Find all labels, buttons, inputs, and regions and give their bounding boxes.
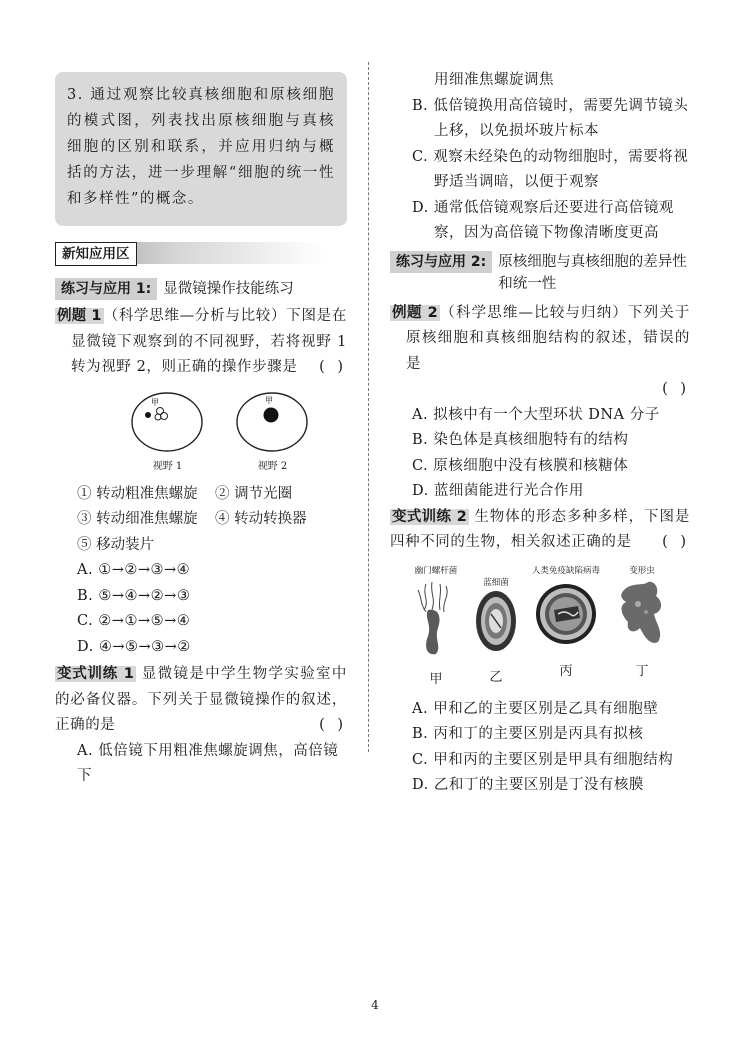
view-1 [130,391,205,472]
variant-1-option-d-line1: D. 通常低倍镜观察后还要进行高倍镜观 [412,199,674,216]
example-1-question [55,304,347,381]
practice-2-badge: 练习与应用 2: [390,251,492,273]
microscope-figure [130,391,310,472]
variant-2-option-b: B. 丙和丁的主要区别是丙具有拟核 [412,726,644,742]
practice-1-title: 显微镜操作技能练习 [163,281,294,297]
example-1-option-d: D. ④→⑤→③→② [77,638,191,655]
view-1-circle [130,391,205,453]
variant-1-option-c-line1: C. 观察未经染色的动物细胞时，需要将视 [412,148,689,165]
section-title: 新知应用区 [55,242,137,266]
cyanobacteria-image [474,588,518,654]
right-column [390,60,690,799]
step-2: ② 调节光圈 [215,485,293,502]
column-divider [368,62,369,752]
page-number: 4 [371,998,379,1012]
example-2-option-d: D. 蓝细菌能进行光合作用 [412,483,584,499]
objective-text: 3. 通过观察比较真核细胞和原核细胞的模式图，列表找出原核细胞与真核细胞的区别和联系，并应用归纳与概括的方法，进一步理解“细胞的统一性和多样性”的概念。 [67,87,335,207]
variant-2-option-a: A. 甲和乙的主要区别是乙具有细胞壁 [412,700,659,717]
variant-2-option-c: C. 甲和丙的主要区别是甲具有细胞结构 [412,751,674,768]
example-2-option-c: C. 原核细胞中没有核膜和核糖体 [412,457,629,474]
amoeba-image [614,576,670,648]
example-1-option-b: B. ⑤→④→②→③ [77,587,191,604]
learning-objective-box [55,72,347,226]
view-2 [235,391,310,472]
variant-1-question [55,662,347,739]
section-header [55,242,325,264]
example-2-question [390,301,690,378]
step-4: ④ 转动转换器 [215,511,307,527]
example-2-option-b: B. 染色体是真核细胞特有的结构 [412,432,629,448]
answer-bracket: ( ) [319,717,347,733]
example-1-option-a: A. ①→②→③→④ [77,562,191,578]
practice-1-header [55,278,347,300]
answer-bracket: ( ) [662,534,690,550]
organism-ding-name: 丁 [635,663,649,679]
organism-ding [614,564,670,687]
step-5: ⑤ 移动装片 [77,536,155,553]
variant-1-option-b-line1: B. 低倍镜换用高倍镜时，需要先调节镜头 [412,97,689,114]
answer-bracket: ( ) [319,359,347,375]
variant-1-option-a-line2: 用细准焦螺旋调焦 [434,72,554,88]
example-1-option-c: C. ②→①→⑤→④ [77,613,191,629]
variant-2-option-d: D. 乙和丁的主要区别是丁没有核膜 [412,777,644,793]
answer-bracket: ( ) [662,381,690,397]
variant-1-option-d-line2: 察，因为高倍镜下物像清晰度更高 [434,225,659,241]
variant-2-question [390,505,690,556]
organism-yi [474,564,518,687]
organism-bing [532,564,600,687]
step-3: ③ 转动细准焦螺旋 [77,511,198,527]
organism-yi-name: 乙 [489,669,503,685]
view-2-label: 视野 2 [257,460,288,472]
left-column [55,60,347,790]
h-pylori-image [412,576,460,656]
practice-2-header [390,251,690,295]
practice-2-title: 原核细胞与真核细胞的差异性和统一性 [498,253,687,292]
organism-bing-caption: 人类免疫缺陷病毒 [531,565,600,576]
variant-2-label: 变式训练 2 [392,508,467,525]
example-1-label: 例题 1 [57,308,102,324]
organism-jia-caption: 幽门螺杆菌 [414,565,458,576]
hiv-virus-image [534,576,598,648]
example-1-text: （科学思维—分析与比较）下图是在显微镜下观察到的不同视野，若将视野 1 转为视野 2，则正确的操作步骤是 [71,308,347,375]
variant-2-options [390,697,690,799]
example-2-text: （科学思维—比较与归纳）下列关于原核细胞和真核细胞结构的叙述，错误的是 [406,304,690,372]
variant-1-option-c-line2: 野适当调暗，以便于观察 [434,174,599,190]
practice-1-badge: 练习与应用 1: [55,278,157,300]
variant-2-text: 生物体的形态多种多样，下图是四种不同的生物，相关叙述正确的是 [390,508,690,550]
view-1-label: 视野 1 [152,460,183,472]
example-1-steps [55,482,347,559]
variant-1-text: 显微镜是中学生物学实验室中的必备仪器。下列关于显微镜操作的叙述，正确的是 [55,666,347,733]
variant-1-label: 变式训练 1 [57,666,134,682]
organism-jia-name: 甲 [429,671,443,687]
example-2-option-a: A. 拟核中有一个大型环状 DNA 分子 [412,406,660,423]
organism-bing-name: 丙 [559,663,573,679]
view-1-marker: 甲 [151,397,159,407]
example-2-label: 例题 2 [392,304,438,321]
organism-yi-caption: 蓝细菌 [483,577,509,588]
view-2-marker: 甲 [265,395,273,405]
step-1: ① 转动粗准焦螺旋 [77,485,198,502]
variant-1-option-a-line1: A. 低倍镜下用粗准焦螺旋调焦，高倍镜下 [77,742,339,784]
variant-1-option-b-line2: 上移，以免损坏玻片标本 [434,123,599,139]
view-2-circle [235,391,310,453]
organism-jia [412,564,460,687]
organism-ding-caption: 变形虫 [629,565,655,576]
organisms-figure [390,556,690,687]
